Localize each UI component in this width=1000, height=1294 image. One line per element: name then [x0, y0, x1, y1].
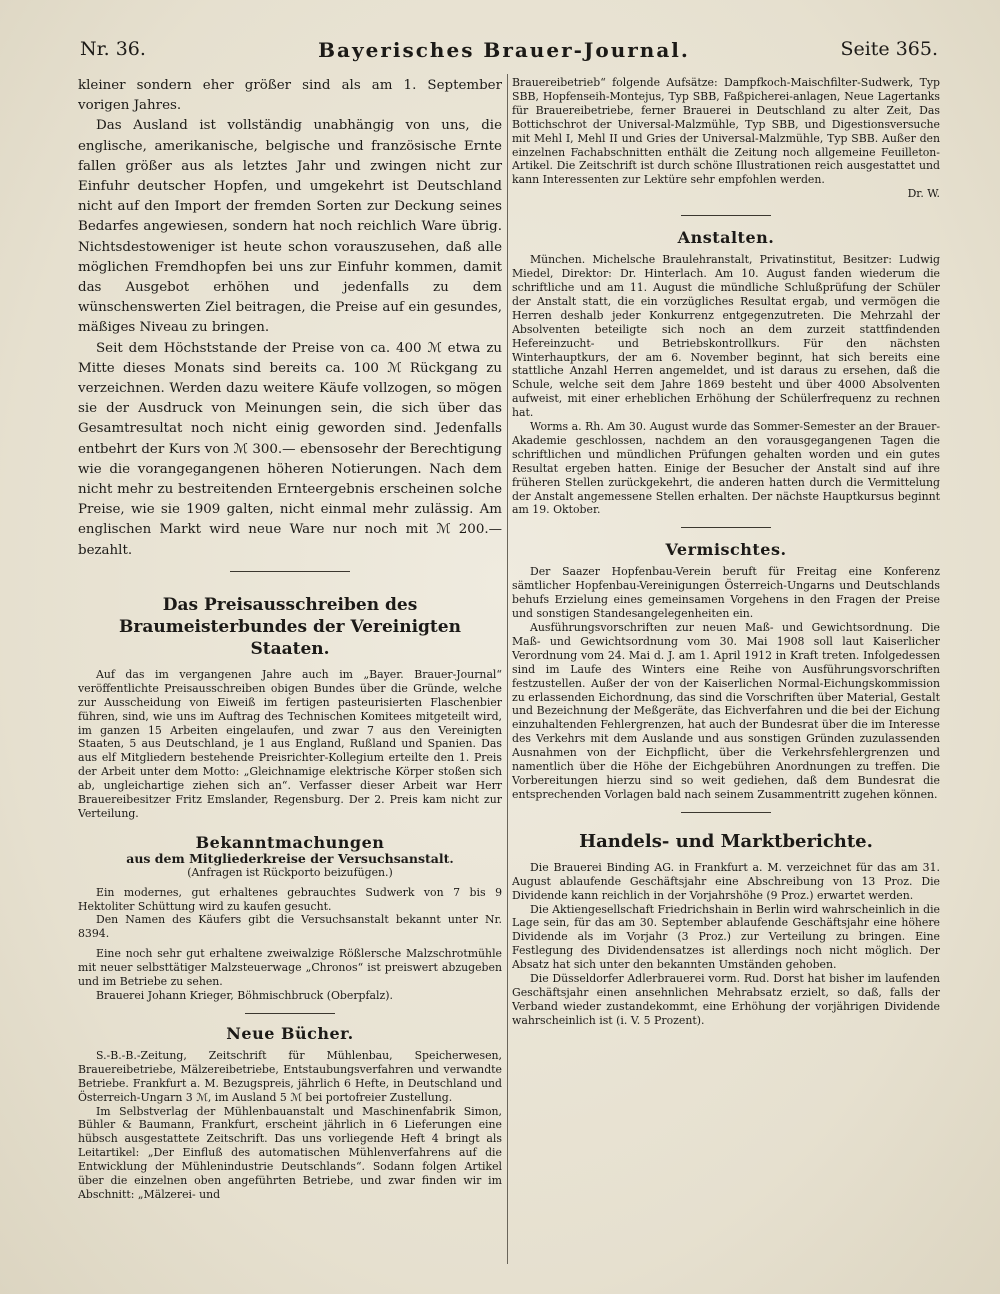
section-rule [230, 571, 350, 572]
paragraph: Auf das im vergangenen Jahre auch im „Bayer. Brauer-Journal“ veröffentlichte Preisausschreiben obigen Bundes über die Gründe, welche zur Ausscheidung von Eiweiß im fertigen pasteurisierten Flaschenbier führen, sind, wie uns im Auftrag des Technischen Komitees mitgeteilt wird, im ganzen 15 Arbeiten eingelaufen, und zwar 7 aus den Vereinigten Staaten, 5 aus Deutschland, je 1 aus England, Rußland und Spanien. Das aus elf Mitgliedern bestehende Preisrichter-Kollegium erteilte den 1. Preis der Arbeit unter dem Motto: „Gleichnamige elektrische Körper stoßen sich ab, ungleichartige ziehen sich an“. Verfasser dieser Arbeit war Herr Brauereibesitzer Fritz Emslander, Regensburg. Der 2. Preis kam nicht zur Verteilung. [78, 667, 502, 820]
paragraph: Die Brauerei Binding AG. in Frankfurt a. M. verzeichnet für das am 31. August ablaufende Geschäftsjahr eine Abschreibung von 13 Proz. Die Dividende kann reichlich in der Vorjahrshöhe (9 Proz.) erwartet werden. [512, 860, 940, 902]
section-rule [681, 812, 771, 813]
paragraph: Die Aktiengesellschaft Friedrichshain in Berlin wird wahrscheinlich in die Lage sein, für das am 30. September ablaufende Geschäftsjahr eine höhere Dividende als im Vorjahr (3 Proz.) zur Verteilung zu bringen. Eine Festlegung des Dividendensatzes ist allerdings noch nicht möglich. Der Absatz hat sich unter den bekannten Umständen gehoben. [512, 902, 940, 972]
section-rule [681, 215, 771, 216]
paragraph: Im Selbstverlag der Mühlenbauanstalt und Maschinenfabrik Simon, Bühler & Baumann, Frankfurt, erscheint jährlich in 6 Lieferungen eine hübsch ausgestattete Zeitschrift. Das uns vorliegende Heft 4 bringt als Leitartikel: „Der Einfluß des automatischen Mühlenverfahrens auf die Entwicklung der Mühlenindustrie Deutschlands“. Sodann folgen Artikel über die einzelnen oben angeführten Betriebe, und zwar finden wir im Abschnitt: „Mälzerei- und [78, 1104, 502, 1201]
paragraph: München. Michelsche Braulehranstalt, Privatinstitut, Besitzer: Ludwig Miedel, Direktor: Dr. Hinterlach. Am 10. August fanden wiederum die schriftliche und am 11. August die mündliche Schlußprüfung der Schüler der Anstalt statt, die ein vorzügliches Resultat ergab, und vermögen die Herren deshalb jeder Konkurrenz entgegenzutreten. Die Mehrzahl der Absolventen beteiligte sich noch an dem zurzeit stattfindenden Hefereinzucht- und Betriebskontrollkurs. Für den nächsten Winterhauptkurs, der am 6. November beginnt, hat sich bereits eine stattliche Anzahl Herren angemeldet, und ist daraus zu ersehen, daß die Schule, welche seit dem Jahre 1869 besteht und über 4000 Absolventen aufweist, mit einer erheblichen Erhöhung der Schülerfrequenz zu rechnen hat. [512, 253, 940, 420]
journal-title: Bayerisches Brauer-Journal. [318, 38, 690, 62]
section-heading: Vermischtes. [665, 540, 787, 560]
paragraph: kleiner sondern eher größer sind als am 1. September vorigen Jahres. [78, 78, 502, 114]
paragraph: S.-B.-B.-Zeitung, Zeitschrift für Mühlenbau, Speicherwesen, Brauereibetriebe, Mälzereibetriebe, Entstaubungsverfahren und verwandte Betriebe. Frankfurt a. M. Bezugspreis, jährlich 6 Hefte, in Deutschland und Österreich-Ungarn 3 ℳ, im Ausland 5 ℳ bei portofreier Zustellung. [78, 1048, 502, 1104]
paragraph: Eine noch sehr gut erhaltene zweiwalzige Rößlersche Malzschrotmühle mit neuer selbsttätiger Malzsteuerwage „Chronos“ ist preiswert abzugeben und im Betriebe zu sehen. [78, 947, 502, 989]
section-heading: Bekanntmachungen [195, 832, 385, 852]
right-column [512, 76, 940, 1266]
section-subheading: aus dem Mitgliederkreise der Versuchsanstalt. [126, 850, 454, 866]
signature: Brauerei Johann Krieger, Böhmischbruck (Oberpfalz). [96, 989, 393, 1002]
issue-number: Nr. 36. [80, 38, 146, 60]
paragraph: Seit dem Höchststande der Preise von ca. 400 ℳ etwa zu Mitte dieses Monats sind bereits ca. 100 ℳ Rückgang zu verzeichnen. Werden dazu weitere Käufe vollzogen, so mögen sie der Ausdruck von Meinungen sein, die sich über das Gesamtresultat noch nicht einig geworden sind. Jedenfalls entbehrt der Kurs von ℳ 300.— ebensosehr der Berechtigung wie die vorangegangenen höheren Notierungen. Nach dem nicht mehr zu bestreitenden Ernteergebnis erscheinen solche Preise, wie sie 1909 galten, nicht einmal mehr zulässig. Am englischen Markt wird neue Ware nur noch mit ℳ 200.— bezahlt. [78, 340, 502, 558]
paragraph: Brauereibetrieb“ folgende Aufsätze: Dampfkoch-Maischfilter-Sudwerk, Typ SBB, Hopfenseih-Montejus, Typ SBB, Faßpicherei-anlagen, Neue Lagertanks für Brauereibetriebe, ferner Brauerei in Deutschland zu alter Zeit, Das Bottichschrot der Universal-Malzmühle, Typ SBB, und Digestionsversuche mit Mehl I, Mehl II und Gries der Universal-Malzmühle, Typ SBB. Außer den einzelnen Fachabschnitten enthält die Zeitung noch allgemeine Feuilleton-Artikel. Die Zeitschrift ist durch schöne Illustrationen reich ausgestattet und kann Interessenten zur Lektüre sehr empfohlen werden. [512, 76, 940, 187]
paragraph: Die Düsseldorfer Adlerbrauerei vorm. Rud. Dorst hat bisher im laufenden Geschäftsjahr einen ansehnlichen Mehrabsatz erzielt, so daß, falls der Verband wieder zustandekommt, eine Erhöhung der vorjährigen Dividende wahrscheinlich ist (i. V. 5 Prozent). [512, 972, 940, 1027]
paragraph: Der Saazer Hopfenbau-Verein beruft für Freitag eine Konferenz sämtlicher Hopfenbau-Vereinigungen Österreich-Ungarns und Deutschlands behufs Erzielung eines gemeinsamen Vorgehens in den Fragen der Preise und sonstigen Standesangelegenheiten ein. [512, 565, 940, 621]
section-heading: Handels- und Marktberichte. [579, 830, 873, 852]
paragraph: Worms a. Rh. Am 30. August wurde das Sommer-Semester an der Brauer-Akademie geschlossen, nachdem an den vorausgegangenen Tagen die schriftlichen und mündlichen Prüfungen gehalten worden und ein gutes Resultat ergeben hatten. Einige der Besucher der Anstalt sind auf ihre früheren Stellen zurückgekehrt, die anderen hatten durch die Vermittelung der Anstalt angemessene Stellen erhalten. Der nächste Hauptkursus beginnt am 19. Oktober. [512, 420, 940, 517]
page-number: Seite 365. [840, 38, 938, 60]
section-rule [245, 1013, 335, 1014]
page-header [70, 38, 938, 72]
section-rule [681, 527, 771, 528]
paragraph: Das Ausland ist vollständig unabhängig von uns, die englische, amerikanische, belgische und französische Ernte fallen größer aus als letztes Jahr und zwingen nicht zur Einfuhr deutscher Hopfen, und umgekehrt ist Deutschland nicht auf den Import der fremden Sorten zur Deckung seines Bedarfes angewiesen, sondern hat noch reichlich Ware übrig. Nichtsdestoweniger ist heute schon vorauszusehen, daß alle möglichen Fremdhopfen bei uns zur Einfuhr kommen, damit das Ausgebot erhöhen und jedenfalls zu dem wünschenswerten Ziel beitragen, die Preise auf ein gesundes, mäßiges Niveau zu bringen. [78, 118, 502, 336]
signature: Dr. W. [907, 187, 940, 201]
paragraph: Den Namen des Käufers gibt die Versuchsanstalt bekannt unter Nr. 8394. [78, 913, 502, 941]
section-heading: Das Preisausschreiben des Braumeisterbundes der Vereinigten Staaten. [119, 594, 461, 659]
column-divider [507, 74, 508, 1264]
paragraph: Ausführungsvorschriften zur neuen Maß- und Gewichtsordnung. Die Maß- und Gewichtsordnung vom 30. Mai 1908 soll laut Kaiserlicher Verordnung vom 24. Mai d. J. am 1. April 1912 in Kraft treten. Infolgedessen sind im Laufe des Winters eine Reihe von Ausführungsvorschriften festzustellen. Außer der von der Kaiserlichen Normal-Eichungskommission zu erlassenden Eichordnung, das sind die Vorschriften über Material, Gestalt und Bezeichnung der Meßgeräte, das Eichverfahren und die bei der Eichung einzuhaltenden Fehlergrenzen, hat auch der Bundesrat über die im Interesse des Verkehrs mit dem Auslande und aus sonstigen Gründen zuzulassenden Ausnahmen von der Eichpflicht, über die Verkehrsfehlergrenzen und namentlich über die Höhe der Eichgebühren Anordnungen zu treffen. Die Vorbereitungen hierzu sind so weit gediehen, daß dem Bundesrat die entsprechenden Vorlagen bald nach seinem Zusammentritt zugehen können. [512, 621, 940, 801]
section-note: (Anfragen ist Rückporto beizufügen.) [187, 865, 393, 879]
section-heading: Neue Bücher. [226, 1023, 354, 1043]
section-heading: Anstalten. [677, 228, 775, 248]
left-column [78, 76, 502, 1266]
paragraph: Ein modernes, gut erhaltenes gebrauchtes Sudwerk von 7 bis 9 Hektoliter Schüttung wird zu kaufen gesucht. [78, 885, 502, 913]
